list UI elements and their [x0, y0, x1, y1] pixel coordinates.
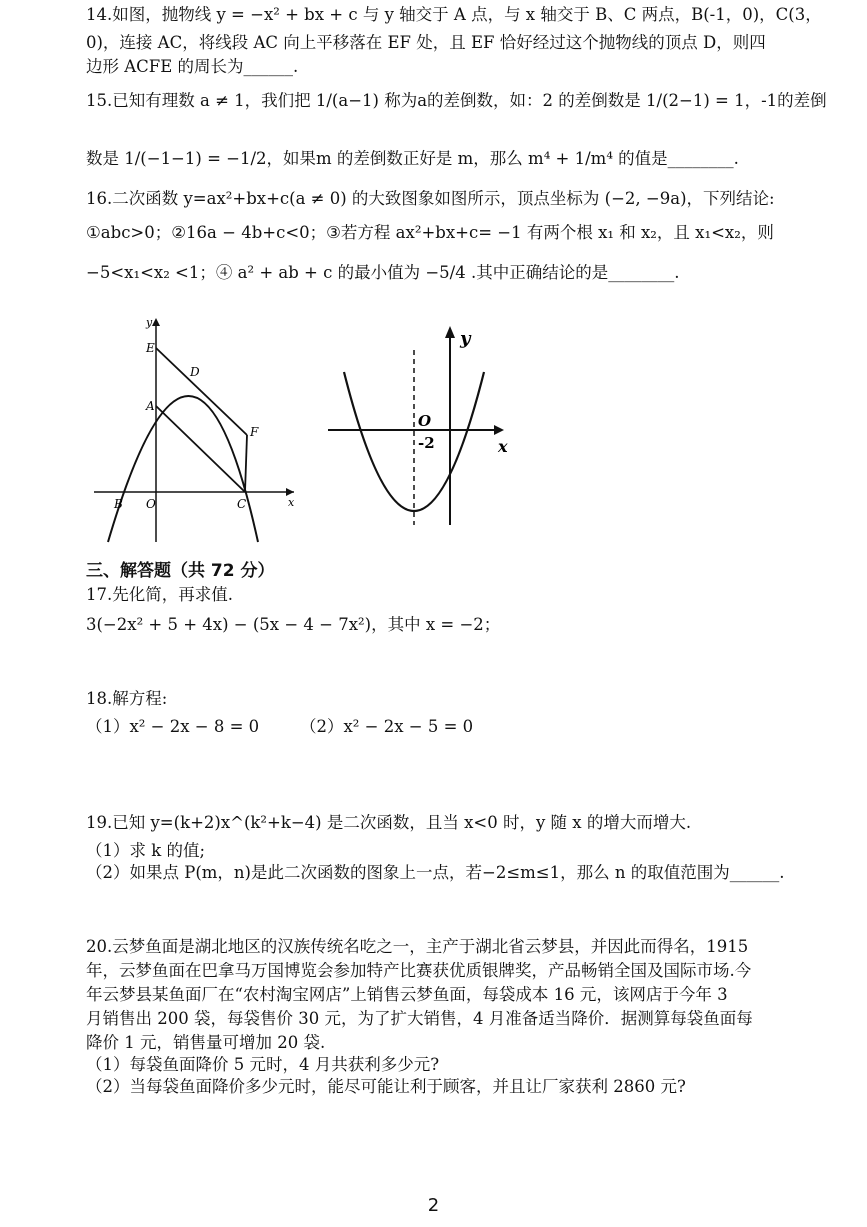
q20-line4: 月销售出 200 袋，每袋售价 30 元，为了扩大销售，4 月准备适当降价．据测算每袋鱼面每: [86, 1009, 753, 1028]
q18-part2: （2）x² − 2x − 5 = 0: [300, 717, 474, 736]
fig1-label-F: F: [250, 425, 259, 439]
fig1-label-E: E: [146, 341, 155, 355]
q19-line2: （1）求 k 的值;: [86, 841, 206, 860]
fig1-label-C: C: [237, 497, 247, 511]
fig1-y-label: y: [146, 316, 153, 329]
fig1-x-label: x: [288, 496, 295, 509]
q20-line3: 年云梦县某鱼面厂在“农村淘宝网店”上销售云梦鱼面，每袋成本 16 元，该网店于今年 3: [86, 985, 728, 1004]
q14-line1: 14.如图，抛物线 y = −x² + bx + c 与 y 轴交于 A 点，与 x 轴交于 B、C 两点，B(-1，0)，C(3，: [86, 5, 822, 24]
fig1-label-B: B: [114, 497, 123, 511]
q15-line1: 15.已知有理数 a ≠ 1，我们把 1/(a−1) 称为a的差倒数，如：2 的差倒数是 1/(2−1) = 1，-1的差倒: [86, 91, 827, 110]
q15-line2: 数是 1/(−1−1) = −1/2，如果m 的差倒数正好是 m，那么 m⁴ + 1/m⁴ 的值是________.: [86, 149, 739, 168]
page-number: 2: [427, 1195, 440, 1216]
q18-line1: 18.解方程:: [86, 689, 168, 708]
q14-line2: 0)，连接 AC，将线段 AC 向上平移落在 EF 处，且 EF 恰好经过这个抛物线的顶点 D，则四: [86, 33, 766, 52]
q20-line6: （1）每袋鱼面降价 5 元时，4 月共获利多少元?: [86, 1055, 440, 1074]
figure-q14: [86, 310, 306, 550]
figure-q16: [320, 320, 520, 530]
fig1-label-O: O: [146, 497, 156, 511]
fig1-label-A: A: [146, 399, 155, 413]
q20-line2: 年，云梦鱼面在巴拿马万国博览会参加特产比赛获优质银牌奖，产品畅销全国及国际市场.今: [86, 961, 752, 980]
fig2-y-label: y: [460, 328, 471, 349]
fig2-neg2-label: -2: [418, 434, 435, 452]
q17-line1: 17.先化简，再求值.: [86, 585, 233, 604]
q20-line1: 20.云梦鱼面是湖北地区的汉族传统名吃之一，主产于湖北省云梦县，并因此而得名，1915: [86, 937, 749, 956]
section-title: 三、解答题（共 72 分）: [86, 561, 275, 581]
q16-line3: −5<x₁<x₂ <1；④ a² + ab + c 的最小值为 −5/4 .其中正确结论的是________.: [86, 263, 680, 282]
fig2-origin-label: O: [418, 412, 432, 430]
fig2-x-label: x: [498, 437, 508, 456]
q16-line2: ①abc>0；②16a − 4b+c<0；③若方程 ax²+bx+c= −1 有两个根 x₁ 和 x₂，且 x₁<x₂，则: [86, 223, 774, 242]
q20-line5: 降价 1 元，销售量可增加 20 袋.: [86, 1033, 326, 1052]
q18-part1: （1）x² − 2x − 8 = 0: [86, 717, 260, 736]
q17-line2: 3(−2x² + 5 + 4x) − (5x − 4 − 7x²)，其中 x = −2；: [86, 615, 501, 634]
q16-line1: 16.二次函数 y=ax²+bx+c(a ≠ 0) 的大致图象如图所示，顶点坐标为 (−2, −9a)，下列结论:: [86, 189, 775, 208]
q14-line3: 边形 ACFE 的周长为______.: [86, 57, 299, 76]
q20-line7: （2）当每袋鱼面降价多少元时，能尽可能让利于顾客，并且让厂家获利 2860 元?: [86, 1077, 686, 1096]
q19-line3: （2）如果点 P(m，n)是此二次函数的图象上一点，若−2≤m≤1，那么 n 的取值范围为______.: [86, 863, 785, 882]
q19-line1: 19.已知 y=(k+2)x^(k²+k−4) 是二次函数，且当 x<0 时，y 随 x 的增大而增大.: [86, 813, 692, 832]
fig1-label-D: D: [190, 365, 200, 379]
